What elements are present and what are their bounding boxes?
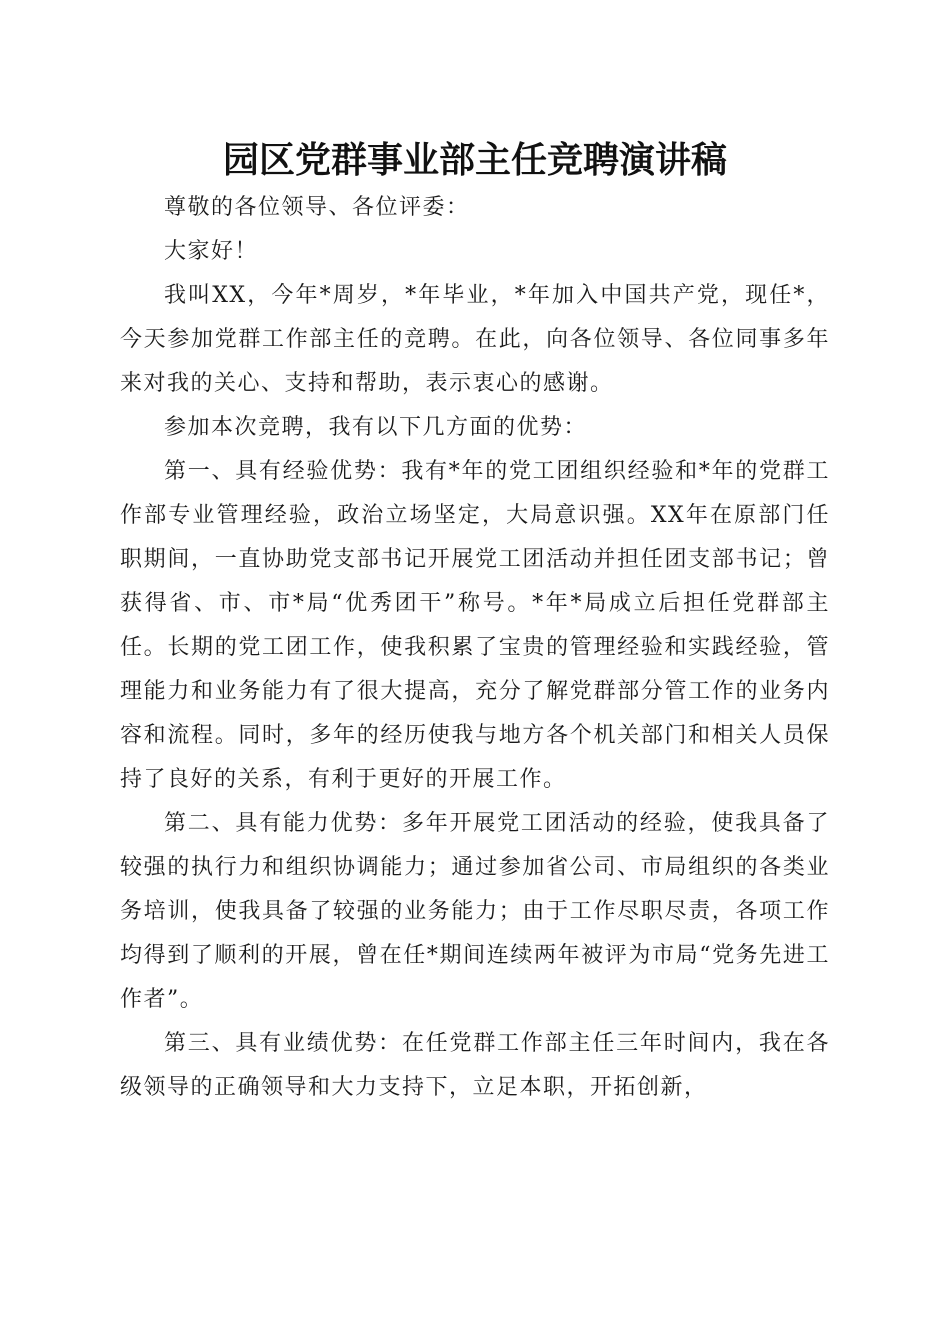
performance-advantage-paragraph: 第三、具有业绩优势：在任党群工作部主任三年时间内，我在各级领导的正确领导和大力支持下，立足本职，开拓创新，: [120, 1031, 830, 1100]
document-body: [120, 186, 830, 1110]
experience-advantage-paragraph: 第一、具有经验优势：我有*年的党工团组织经验和*年的党群工作部专业管理经验，政治立场坚定，大局意识强。XX年在原部门任职期间，一直协助党支部书记开展党工团活动并担任团支部书记；曾获得省、市、市*局“优秀团干”称号。*年*局成立后担任党群部主任。长期的党工团工作，使我积累了宝贵的管理经验和实践经验，管理能力和业务能力有了很大提高，充分了解党群部分管工作的业务内容和流程。同时，多年的经历使我与地方各个机关部门和相关人员保持了良好的关系，有利于更好的开展工作。: [120, 459, 830, 792]
greeting-paragraph: 大家好！: [164, 239, 259, 264]
self-introduction-paragraph: 我叫XX，今年*周岁，*年毕业，*年加入中国共产党，现任*，今天参加党群工作部主任的竞聘。在此，向各位领导、各位同事多年来对我的关心、支持和帮助，表示衷心的感谢。: [120, 283, 830, 396]
document-title: 园区党群事业部主任竞聘演讲稿: [222, 139, 727, 181]
ability-advantage-paragraph: 第二、具有能力优势：多年开展党工团活动的经验，使我具备了较强的执行力和组织协调能力；通过参加省公司、市局组织的各类业务培训，使我具备了较强的业务能力；由于工作尽职尽责，各项工作均得到了顺利的开展，曾在任*期间连续两年被评为市局“党务先进工作者”。: [120, 811, 830, 1012]
salutation-paragraph: 尊敬的各位领导、各位评委：: [164, 195, 470, 220]
advantages-intro-paragraph: 参加本次竞聘，我有以下几方面的优势：: [164, 415, 588, 440]
